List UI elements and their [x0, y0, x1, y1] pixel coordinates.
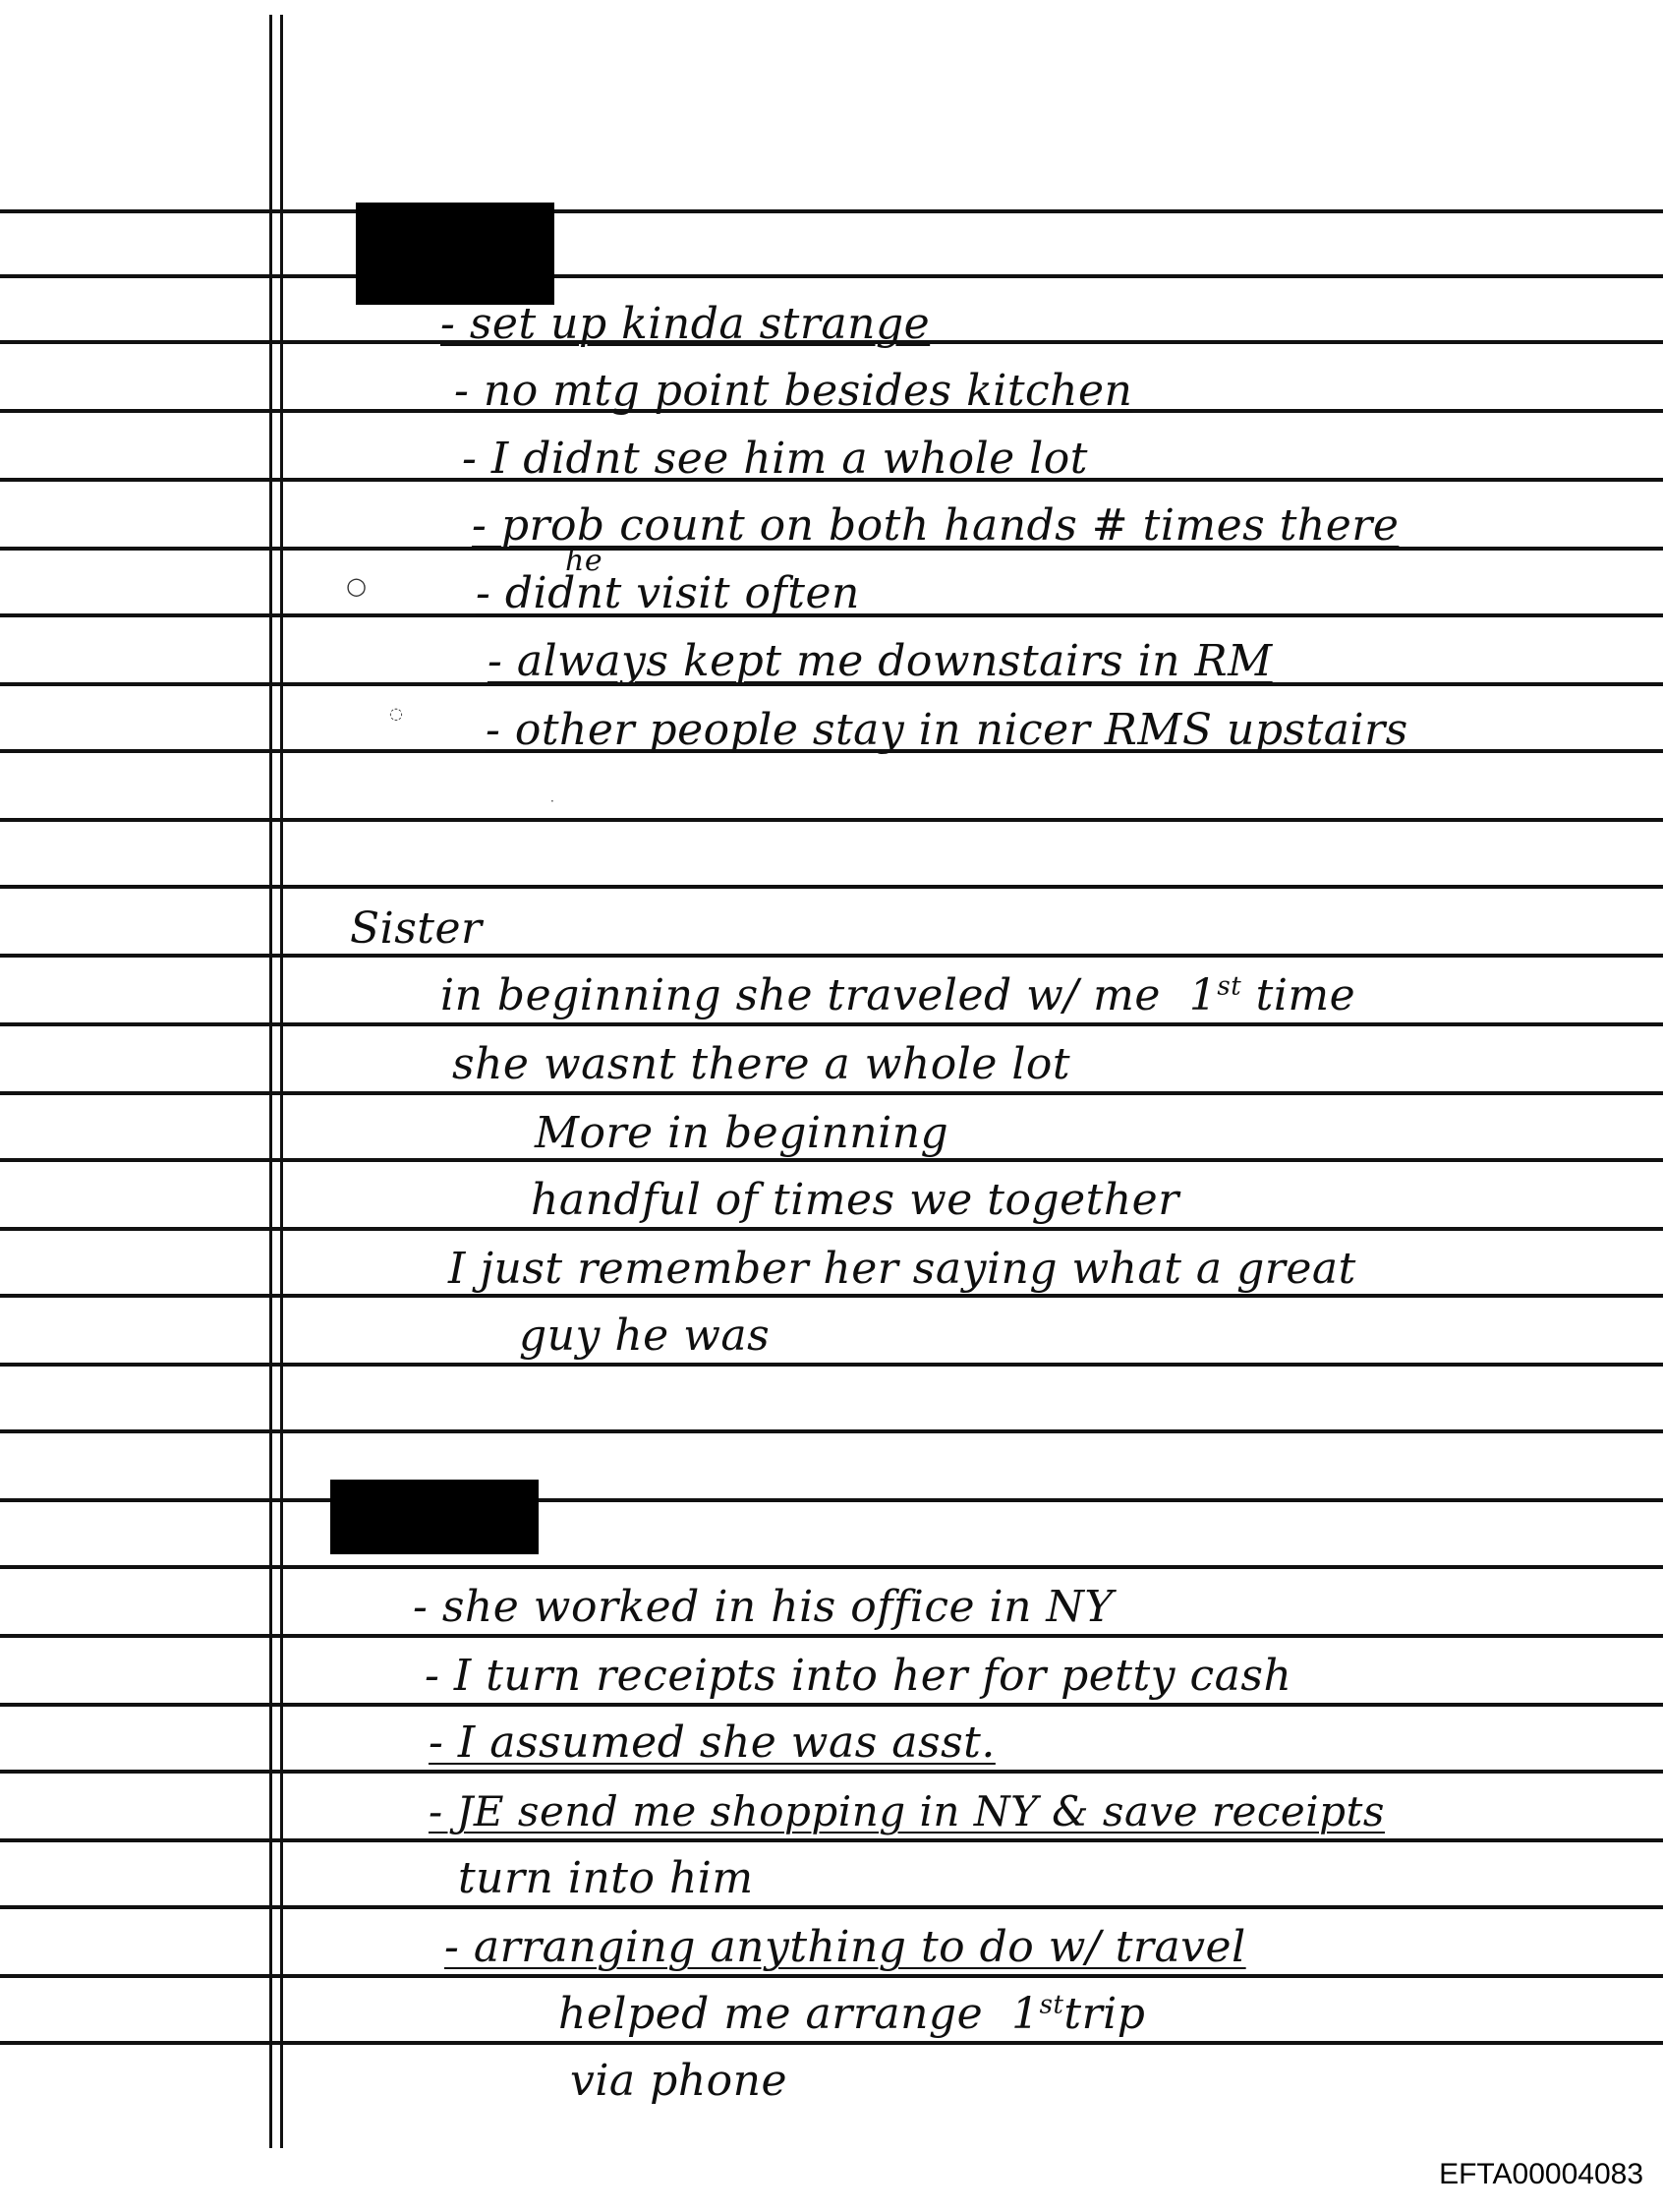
ruled-line	[0, 1429, 1663, 1433]
note-line: - no mtg point besides kitchen	[454, 366, 1133, 416]
bates-number: EFTA00004083	[1439, 2158, 1643, 2190]
ruled-line	[0, 1294, 1663, 1298]
note-line: guy he was	[519, 1310, 771, 1361]
ruled-line	[0, 1363, 1663, 1367]
ruled-line	[0, 1703, 1663, 1707]
note-line: - arranging anything to do w/ travel	[444, 1922, 1246, 1972]
note-line: - I turn receipts into her for petty cash	[425, 1651, 1292, 1701]
ruled-line	[0, 1905, 1663, 1909]
note-line: - prob count on both hands # times there	[472, 500, 1400, 551]
ruled-line	[0, 2041, 1663, 2045]
ruled-line	[0, 954, 1663, 958]
ruled-line	[0, 1091, 1663, 1095]
margin-line	[280, 15, 283, 2148]
margin-line	[269, 15, 272, 2148]
section-heading: Sister	[350, 903, 483, 954]
note-line: - she worked in his office in NY	[413, 1582, 1114, 1632]
ruled-line	[0, 1498, 1663, 1502]
note-line: helped me arrange 1sttrip	[558, 1989, 1146, 2039]
ruled-line	[0, 274, 1663, 278]
note-line: - set up kinda strange	[440, 299, 931, 349]
ruled-line	[0, 1565, 1663, 1569]
margin-mark: ◌	[389, 704, 403, 723]
note-line: - I assumed she was asst.	[429, 1717, 996, 1768]
ruled-line	[0, 1022, 1663, 1026]
margin-mark: ·	[550, 794, 554, 808]
note-line: I just remember her saying what a great	[448, 1244, 1356, 1294]
ruled-line	[0, 1227, 1663, 1231]
ruled-line	[0, 1634, 1663, 1638]
ruled-line	[0, 885, 1663, 889]
note-line: - didnt visit often	[476, 568, 860, 618]
margin-mark: ○	[346, 572, 367, 600]
note-line: - JE send me shopping in NY & save receipts	[429, 1787, 1385, 1835]
note-line: turn into him	[458, 1853, 754, 1903]
redaction-block	[330, 1480, 539, 1554]
note-line: she wasnt there a whole lot	[452, 1039, 1071, 1089]
redaction-block	[356, 203, 554, 305]
ruled-line	[0, 818, 1663, 822]
ruled-line	[0, 209, 1663, 213]
note-line: - always kept me downstairs in RM	[487, 636, 1273, 686]
note-line: More in beginning	[535, 1108, 949, 1158]
note-line: in beginning she traveled w/ me 1st time	[440, 970, 1356, 1020]
note-line: - I didnt see him a whole lot	[462, 434, 1088, 484]
note-line: - other people stay in nicer RMS upstairs	[486, 705, 1408, 755]
note-line: via phone	[570, 2056, 788, 2106]
ruled-line	[0, 1838, 1663, 1842]
insertion-note: he	[565, 544, 603, 578]
note-line: handful of times we together	[531, 1175, 1179, 1225]
ruled-line	[0, 1974, 1663, 1978]
ruled-line	[0, 1158, 1663, 1162]
ruled-line	[0, 1770, 1663, 1774]
